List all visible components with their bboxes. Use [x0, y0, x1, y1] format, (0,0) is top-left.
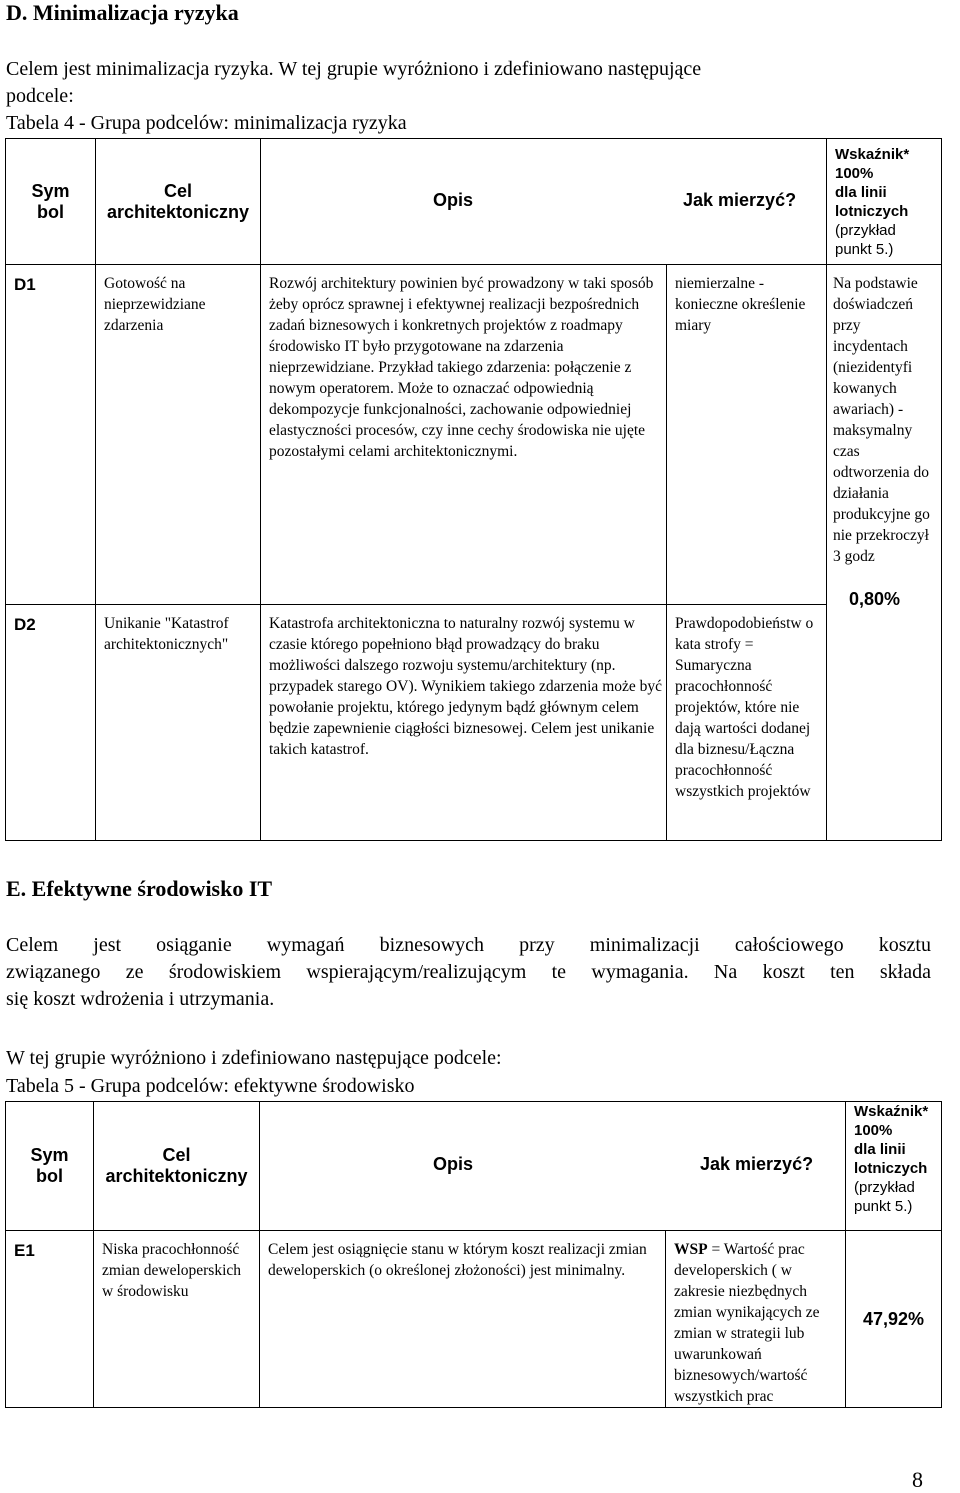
- t5-header-wsk-line4: lotniczych: [854, 1160, 928, 1177]
- t5-header-cel-line2: architektoniczny: [105, 1166, 248, 1186]
- section-e-para2: W tej grupie wyróżniono i zdefiniowano następujące podcele:: [6, 1047, 502, 1069]
- row-d2-cel: Unikanie "Katastrof architektonicznych": [96, 605, 261, 841]
- row-e1-jak-text: = Wartość prac developerskich ( w zakresie niezbędnych zmian wynikających ze zmian w strategii lub uwarunkowań biznesowych/wartość wszystkich prac: [674, 1241, 820, 1405]
- section-e-para1-line1: Celem jest osiąganie wymagań biznesowych przy minimalizacji całościowego kosztu: [6, 934, 931, 956]
- t5-header-wsk-line6: punkt 5.): [854, 1198, 913, 1215]
- row-e1-cel: Niska pracochłonność zmian deweloperskich w środowisku: [94, 1231, 260, 1408]
- section-d-heading: D. Minimalizacja ryzyka: [6, 0, 239, 25]
- header-opis: Opis: [433, 189, 474, 210]
- table5-row-e1: [6, 1231, 942, 1408]
- page-number: 8: [912, 1467, 923, 1492]
- row-d1-wskaznik: Na podstawie doświadczeń przy incydentach (niezidentyfi kowanych awariach) - maksymalny czas odtworzenia do działania produkcyjne go nie przekroczył 3 godz: [833, 275, 930, 565]
- header-wsk-line5: (przykład: [835, 222, 896, 239]
- table5-header-sym: [6, 1102, 94, 1231]
- header-wsk-line4: lotniczych: [835, 203, 909, 220]
- table5-header-row: [6, 1102, 942, 1231]
- row-d1-cel: Gotowość na nieprzewidziane zdarzenia: [96, 265, 261, 605]
- header-sym-line1: Sym: [31, 180, 70, 201]
- row-d2-opis: Katastrofa architektoniczna to naturalny rozwój systemu w czasie którego popełniono błąd prowadzący do braku możliwości dalszego rozwoju systemu/architektury (np. przypadek starego OV). Wynikiem takiego zdarzenia może być powołanie projektu, którego jedynym bądź głównym celem będzie zapewnienie ciągłości biznesowej. Celem jest unikanie takich katastrof.: [261, 605, 667, 841]
- t5-header-jak-mierzyc: Jak mierzyć?: [700, 1154, 814, 1174]
- row-e1-symbol: E1: [6, 1231, 94, 1408]
- section-e-para1: [6, 932, 931, 1013]
- t5-header-wsk-line2: 100%: [854, 1122, 893, 1139]
- row-e1-opis: Celem jest osiągnięcie stanu w którym koszt realizacji zmian deweloperskich (o określonej złożoności) jest minimalny.: [260, 1231, 666, 1408]
- section-d-intro-line1: Celem jest minimalizacja ryzyka. W tej grupie wyróżniono i zdefiniowano następujące: [6, 58, 702, 80]
- table4-header-row: [6, 139, 942, 265]
- table4-header-sym: [6, 139, 96, 265]
- t5-header-sym-line2: bol: [36, 1166, 63, 1186]
- row-d1-jak-mierzyc: niemierzalne - konieczne określenie miary: [667, 265, 827, 605]
- row-d2-wskaznik: 0,80%: [849, 589, 901, 609]
- table4-caption: Tabela 4 - Grupa podcelów: minimalizacja ryzyka: [6, 112, 407, 134]
- section-e-para1-line3: się koszt wdrożenia i utrzymania.: [6, 988, 275, 1010]
- header-jak-mierzyc: Jak mierzyć?: [683, 189, 797, 210]
- row-d1-d2-wskaznik: [827, 265, 942, 841]
- table4-header-opis-jak: [261, 139, 827, 265]
- t5-header-wsk-line1: Wskaźnik*: [854, 1103, 929, 1120]
- header-wsk-line3: dla linii: [835, 184, 887, 201]
- row-e1-jak-mierzyc: [666, 1231, 846, 1408]
- section-e-heading: E. Efektywne środowisko IT: [6, 876, 273, 901]
- row-d1-symbol: D1: [6, 265, 96, 605]
- row-d2-jak-mierzyc: Prawdopodobieństw o kata strofy = Sumaryczna pracochłonność projektów, które nie dają wartości dodanej dla biznesu/Łączna pracochłonność wszystkich projektów: [667, 605, 827, 841]
- row-e1-jak-wsp: WSP: [674, 1241, 708, 1258]
- t5-header-opis: Opis: [433, 1154, 474, 1174]
- table4: [5, 138, 942, 841]
- row-e1-wskaznik: 47,92%: [846, 1231, 942, 1408]
- table5-header-opis-jak: [260, 1102, 846, 1231]
- row-d1-opis: Rozwój architektury powinien być prowadzony w taki sposób żeby oprócz sprawnej i efektywnej realizacji bezpośrednich zadań biznesowych i konkretnych projektów z roadmapy środowisko IT było przygotowane na zdarzenia nieprzewidziane. Przykład takiego zdarzenia: połączenie z nowym operatorem. Może to oznaczać odpowiednią dekompozycje funkcjonalności, zachowanie odpowiedniej elastyczności procesów, czy inne cechy środowiska nie ujęte pozostałymi celami architektonicznymi.: [261, 265, 667, 605]
- header-cel-line2: architektoniczny: [106, 201, 250, 222]
- header-sym-line2: bol: [37, 201, 64, 222]
- section-d-intro: [6, 56, 956, 110]
- t5-header-wsk-line3: dla linii: [854, 1141, 906, 1158]
- row-d2-symbol: D2: [6, 605, 96, 841]
- t5-header-sym-line1: Sym: [30, 1145, 69, 1165]
- table5-header-wskaznik: [846, 1102, 942, 1231]
- table4-header-cel: [96, 139, 261, 265]
- header-wsk-line1: Wskaźnik*: [835, 146, 910, 163]
- header-wsk-line6: punkt 5.): [835, 241, 894, 258]
- section-d-intro-line2: podcele:: [6, 85, 74, 107]
- t5-header-wsk-line5: (przykład: [854, 1179, 915, 1196]
- table4-row-d2: [6, 605, 942, 841]
- header-wsk-line2: 100%: [835, 165, 874, 182]
- header-cel-line1: Cel: [163, 180, 192, 201]
- table4-header-wskaznik: [827, 139, 942, 265]
- table5: [5, 1101, 942, 1408]
- t5-header-cel-line1: Cel: [162, 1145, 191, 1165]
- section-e-para1-line2: związanego ze środowiskiem wspierającym/realizującym te wymagania. Na koszt ten składa: [6, 961, 931, 983]
- table5-caption: Tabela 5 - Grupa podcelów: efektywne środowisko: [6, 1075, 415, 1097]
- table5-header-cel: [94, 1102, 260, 1231]
- table4-row-d1: [6, 265, 942, 605]
